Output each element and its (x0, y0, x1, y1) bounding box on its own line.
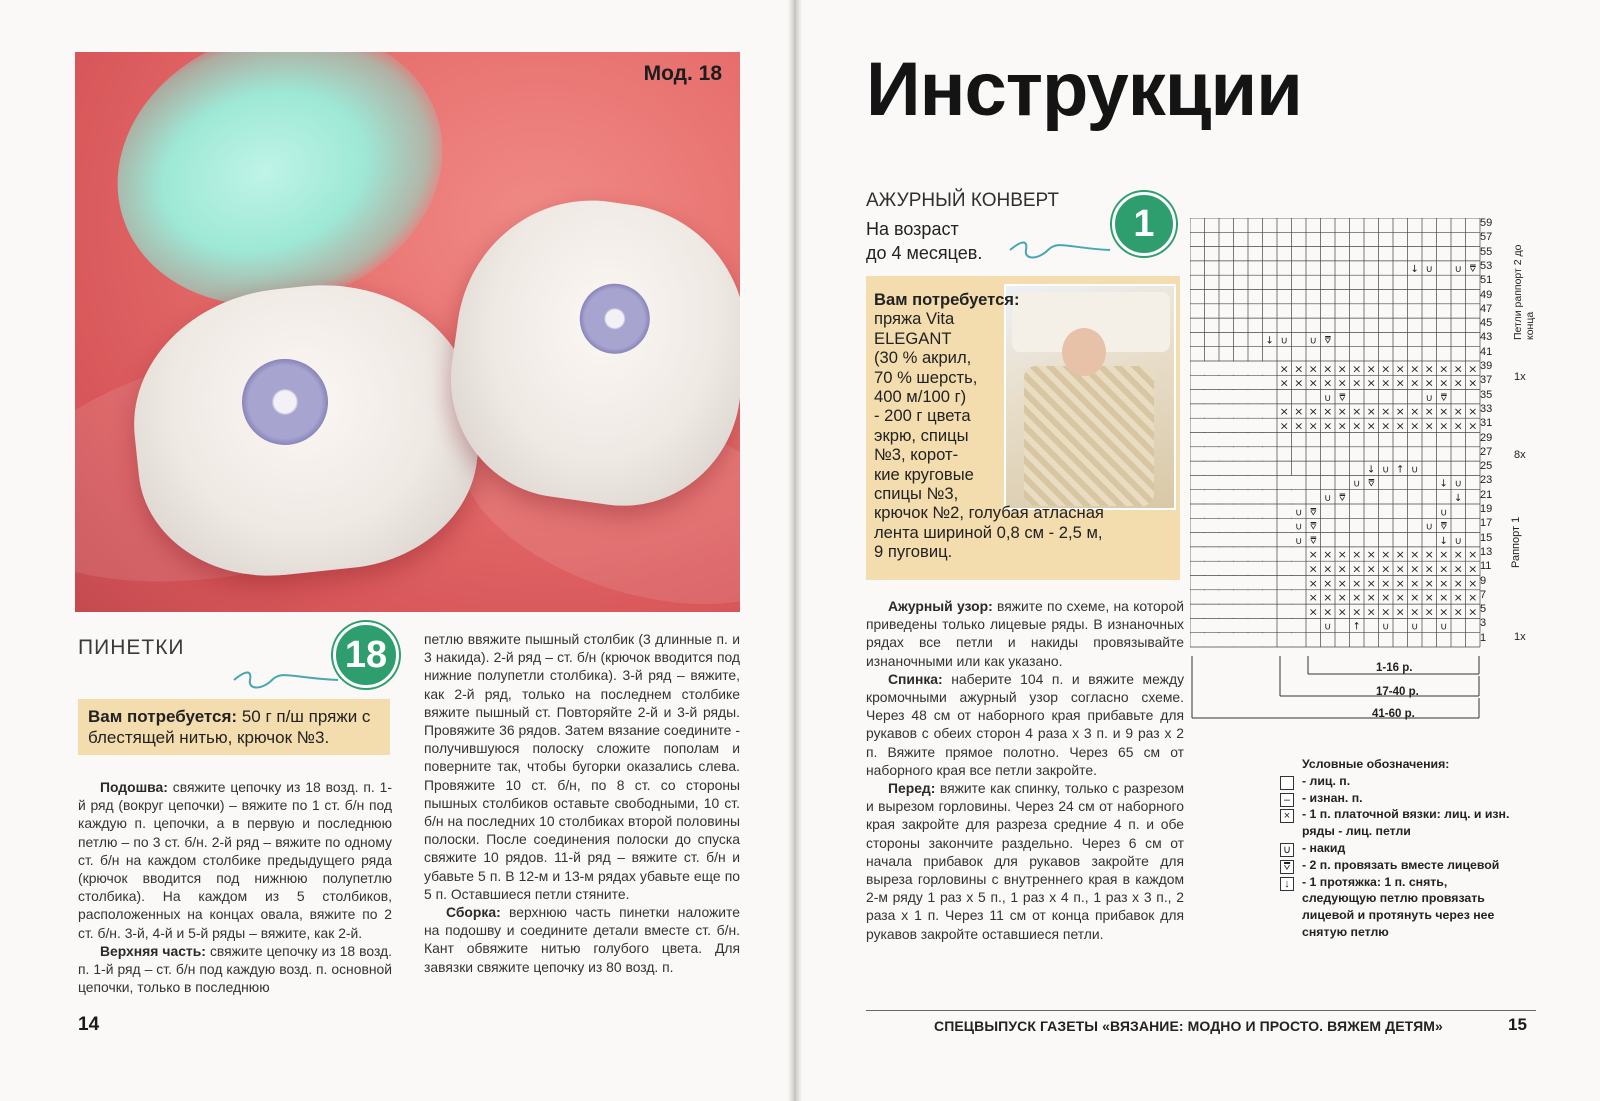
chart-symbol: × (1410, 405, 1420, 419)
legend-item (1280, 773, 1520, 790)
legend-symbol: ∪ (1280, 843, 1294, 857)
chart-symbol: × (1308, 576, 1318, 590)
model-number-badge: 18 (333, 622, 399, 688)
chart-row-number: 57 (1480, 231, 1493, 244)
chart-symbol: ∪ (1295, 521, 1303, 533)
chart-symbol: × (1308, 591, 1318, 605)
chart-symbol: × (1279, 362, 1289, 376)
materials-line: кие круговые (874, 464, 974, 484)
chart-symbol: × (1352, 362, 1362, 376)
instructions-column-2 (424, 630, 740, 976)
age-text (866, 217, 982, 265)
chart-symbol: × (1294, 362, 1304, 376)
chart-symbol: × (1352, 548, 1362, 562)
chart-symbol: × (1395, 548, 1405, 562)
rows-range-label: 41-60 р. (1372, 708, 1415, 720)
chart-symbol: × (1381, 605, 1391, 619)
chart-symbol: × (1308, 605, 1318, 619)
section-title-envelope: АЖУРНЫЙ КОНВЕРТ (866, 190, 1059, 211)
paragraph-text: петлю ввяжите пышный столбик (3 длинные п. и 3 накида). 2-й ряд – ст. б/н (крючок вводится под нижние полупетли столбика). 3-й ряд – вяжите, как 2-й ряд, только на последнем столбике вяжите пышный ст. Повторяйте 2-й и 3-й ряды. Провяжите 36 рядов. Затем вязание соедините - получившуюся полоску сложите пополам и поверните так, чтобы бугорки оказались слева. Провяжите 10 ст. б/н, по 8 ст. со стороны пышных столбиков оставьте свободными, 10 ст. б/н на последних 10 столбиках второй половины полоски. После соединения полоски до спуска свяжите 10 рядов. 11-й ряд – вяжите ст. б/н и убавьте 5 п. В 12-м и 13-м рядах убавьте еще по 5 п. Оставшиеся петли стяните. (424, 631, 740, 902)
chart-symbol: × (1366, 419, 1376, 433)
chart-row-number: 41 (1480, 345, 1493, 358)
page-number-right: 15 (1508, 1015, 1527, 1034)
materials-label: Вам потребуется: (874, 290, 1020, 309)
chart-symbol: ↓ (1410, 264, 1419, 276)
repeat-count-middle: 8x (1514, 449, 1526, 461)
chart-symbol: × (1439, 576, 1449, 590)
chart-symbol: ⩢ (1440, 392, 1447, 404)
chart-symbol: × (1381, 362, 1391, 376)
legend-symbol: ⩢ (1280, 860, 1294, 874)
materials-line: №3, корот- (874, 445, 959, 465)
paragraph (866, 779, 1184, 943)
chart-symbol: × (1395, 376, 1405, 390)
chart-symbol: × (1323, 405, 1333, 419)
chart-row-number: 23 (1480, 474, 1493, 487)
instructions-column-right (866, 597, 1184, 943)
chart-row-number: 55 (1480, 245, 1493, 258)
chart-symbol: × (1366, 576, 1376, 590)
chart-symbol: ⩢ (1310, 521, 1317, 533)
chart-symbol: × (1439, 419, 1449, 433)
model-number-badge: 1 (1112, 192, 1176, 256)
legend-symbol: – (1280, 793, 1294, 807)
range-brackets (1190, 654, 1480, 726)
chart-symbol: × (1337, 405, 1347, 419)
chart-symbol: × (1410, 548, 1420, 562)
chart-row-number: 51 (1480, 274, 1493, 287)
materials-box (866, 276, 1180, 580)
chart-symbol: ∪ (1454, 478, 1462, 490)
chart-symbol: × (1439, 376, 1449, 390)
chart-symbol: × (1323, 548, 1333, 562)
repeat-count-bottom: 1x (1514, 631, 1526, 643)
materials-line: (30 % акрил, (874, 348, 972, 368)
chart-symbol: ∪ (1425, 392, 1433, 404)
materials-line: спицы №3, (874, 484, 959, 504)
chart-row-number: 37 (1480, 374, 1493, 387)
chart-symbol: × (1424, 548, 1434, 562)
chart-row-number: 7 (1480, 588, 1487, 601)
bootie-left (121, 270, 489, 589)
chart-symbol: ∪ (1295, 507, 1303, 519)
chart-symbol: × (1395, 405, 1405, 419)
paragraph-text: вяжите как спинку, только с разрезом и вырезом горловины. Через 24 см от наборного края закройте для разреза средние 4 п. и обе стороны закончите раздельно. Через 6 см от начала прибавок для рукавов закройте для выреза горловины с внутреннего края в каждом 2-м ряду 1 раз х 5 п., 1 раз х 4 п., 1 раз х 3 п., 2 раза х 1 п. Через 11 см от конца прибавок для рукавов закройте оставшиеся петли. (866, 780, 1184, 942)
legend-item (1280, 840, 1520, 857)
chart-symbol: ∪ (1280, 335, 1288, 347)
materials-line: пряжа Vita (874, 309, 955, 329)
chart-row-number: 53 (1480, 259, 1493, 272)
paragraph (424, 630, 740, 903)
chart-symbol: × (1294, 405, 1304, 419)
chart-legend (1280, 756, 1520, 941)
legend-text: - изнан. п. (1302, 790, 1363, 805)
chart-symbol: ∪ (1324, 493, 1332, 504)
chart-row-number: 59 (1480, 217, 1493, 229)
chart-symbol: × (1352, 405, 1362, 419)
chart-symbol: × (1410, 576, 1420, 590)
chart-symbol: × (1352, 576, 1362, 590)
paragraph-text: свяжите цепочку из 18 возд. п. 1-й ряд – ст. б/н под каждую возд. п. основной цепочки, только в последнюю (78, 942, 392, 996)
chart-symbol: ⩢ (1324, 335, 1331, 347)
materials-line: - 200 г цвета (874, 406, 971, 426)
chart-symbol: ∪ (1440, 621, 1448, 633)
chart-symbol: × (1337, 576, 1347, 590)
chart-row-number: 9 (1480, 574, 1487, 587)
chart-symbol: × (1468, 419, 1478, 433)
paragraph-label: Сборка: (446, 904, 501, 921)
chart-symbol: ⩢ (1469, 264, 1476, 276)
chart-row-number: 47 (1480, 302, 1493, 315)
materials-line: ELEGANT (874, 328, 952, 348)
chart-symbol: × (1439, 362, 1449, 376)
chart-symbol: × (1381, 376, 1391, 390)
chart-row-number: 33 (1480, 402, 1493, 415)
chart-symbol: × (1352, 419, 1362, 433)
chart-symbol: × (1366, 376, 1376, 390)
paragraph-text: верхнюю часть пинетки наложите на подошву и соедините детали вместе ст. б/н. Кант обвяжите нитью голубого цвета. Для завязки свяжите цепочку из 80 возд. п. (424, 904, 740, 975)
chart-symbol: × (1279, 419, 1289, 433)
chart-symbol: ∪ (1454, 264, 1462, 276)
legend-symbol: ↓ (1280, 877, 1294, 891)
chart-symbol: × (1395, 576, 1405, 590)
chart-symbol: × (1294, 419, 1304, 433)
chart-symbol: ∪ (1353, 478, 1361, 490)
chart-row-number: 43 (1480, 331, 1493, 344)
chart-symbol: × (1468, 576, 1478, 590)
chart-symbol: × (1468, 548, 1478, 562)
chart-symbol: × (1323, 362, 1333, 376)
legend-item (1280, 874, 1520, 941)
booties-photo (75, 52, 740, 612)
paragraph (866, 597, 1184, 670)
chart-symbol: × (1279, 405, 1289, 419)
chart-symbol: × (1424, 376, 1434, 390)
chart-symbol: ⩢ (1310, 507, 1317, 519)
bootie-flower (238, 355, 333, 450)
materials-line: крючок №2, голубая атласная (874, 503, 1104, 523)
rows-range-label: 1-16 р. (1376, 662, 1413, 674)
chart-row-number: 17 (1480, 517, 1493, 530)
chart-symbol: × (1381, 419, 1391, 433)
chart-row-number: 31 (1480, 417, 1493, 430)
chart-symbol: × (1279, 376, 1289, 390)
rows-range-label: 17-40 р. (1376, 686, 1419, 698)
chart-symbol: × (1468, 362, 1478, 376)
materials-line: лента шириной 0,8 см - 2,5 м, (874, 522, 1103, 542)
chart-row-number: 39 (1480, 360, 1493, 372)
chart-symbol: ↓ (1367, 464, 1376, 476)
materials-box (78, 699, 390, 755)
chart-symbol: × (1453, 591, 1463, 605)
squiggle-decoration (232, 668, 340, 690)
chart-row-number: 13 (1480, 545, 1493, 558)
chart-symbol: × (1424, 419, 1434, 433)
chart-symbol: ⩢ (1440, 521, 1447, 533)
age-line: На возраст (866, 219, 959, 239)
page-title: Инструкции (866, 47, 1302, 132)
paragraph (866, 670, 1184, 779)
chart-symbol: × (1468, 562, 1478, 576)
chart-symbol: × (1308, 376, 1318, 390)
chart-symbol: × (1337, 562, 1347, 576)
chart-row-number: 27 (1480, 445, 1493, 458)
squiggle-decoration (1008, 238, 1112, 260)
chart-symbol: × (1439, 405, 1449, 419)
chart-symbol: ⩢ (1310, 535, 1317, 547)
legend-item (1280, 806, 1520, 840)
chart-symbol: ∪ (1324, 392, 1332, 404)
chart-row-number: 11 (1480, 560, 1492, 573)
repeat-count-top: 1x (1514, 371, 1526, 383)
chart-symbol: × (1337, 548, 1347, 562)
chart-symbol: × (1337, 376, 1347, 390)
chart-symbol: × (1395, 362, 1405, 376)
chart-symbol: × (1424, 405, 1434, 419)
chart-symbol: × (1308, 548, 1318, 562)
materials-line: 400 м/100 г) (874, 387, 967, 407)
chart-symbol: ∪ (1411, 464, 1419, 476)
chart-symbol: × (1352, 376, 1362, 390)
paragraph-label: Ажурный узор: (888, 598, 993, 614)
instructions-column-1 (78, 778, 392, 996)
chart-symbol: × (1337, 362, 1347, 376)
chart-symbol: × (1323, 419, 1333, 433)
chart-symbol: × (1337, 419, 1347, 433)
chart-symbol: × (1453, 548, 1463, 562)
paragraph (78, 778, 392, 942)
chart-symbol: × (1308, 419, 1318, 433)
chart-symbol: × (1453, 405, 1463, 419)
chart-symbol: × (1352, 562, 1362, 576)
chart-row-number: 45 (1480, 317, 1493, 330)
materials-line: экрю, спицы (874, 425, 969, 445)
chart-symbol: × (1323, 562, 1333, 576)
chart-symbol: × (1424, 576, 1434, 590)
model-label: Мод. 18 (643, 62, 722, 85)
chart-symbol: × (1308, 362, 1318, 376)
chart-symbol: × (1468, 605, 1478, 619)
chart-symbol: × (1453, 376, 1463, 390)
legend-text: - накид (1302, 840, 1346, 855)
materials-text (874, 290, 1174, 562)
chart-row-number: 19 (1480, 503, 1493, 515)
paragraph-label: Спинка: (888, 670, 943, 687)
materials-text: 50 г п/ш пряжи с блестящей нитью, крючок №3. (88, 707, 371, 747)
paragraph (78, 942, 392, 997)
page-number-left: 14 (78, 1014, 100, 1035)
chart-symbol: × (1424, 591, 1434, 605)
page-gutter (788, 0, 802, 1101)
chart-symbol: ∪ (1425, 521, 1433, 533)
chart-symbol: ↓ (1265, 335, 1274, 347)
legend-title: Условные обозначения: (1302, 757, 1450, 771)
chart-symbol: ∪ (1440, 507, 1448, 519)
chart-symbol: × (1352, 591, 1362, 605)
chart-symbol: × (1366, 591, 1376, 605)
paragraph-text: вяжите по схеме, на которой приведены только лицевые ряды. В изнаночных рядах все петли и накиды провязывайте изнаночными или как указано. (866, 598, 1184, 669)
chart-symbol: × (1424, 362, 1434, 376)
materials-line: 9 пуговиц. (874, 542, 953, 562)
chart-symbol: ↓ (1439, 535, 1448, 547)
chart-symbol: × (1424, 605, 1434, 619)
paragraph-text: свяжите цепочку из 18 возд. п. 1-й ряд (вокруг цепочки) – вяжите по 1 ст. б/н под каждую п. цепочки, а в первую и последнюю петлю – по 3 ст. б/н. 2-й ряд – вяжите по одному ст. б/н на каждом столбике предыдущего ряда (крючок вводится под нижнюю полупетлю столбика). На каждом из 5 столбиков, расположенных на концах овала, вяжите по 2 ст. б/н. 3-й, 4-й и 5-й ряды – вяжите, как 2-й. (78, 779, 393, 941)
footer-text: СПЕЦВЫПУСК ГАЗЕТЫ «ВЯЗАНИЕ: МОДНО И ПРОСТО. ВЯЖЕМ ДЕТЯМ» (934, 1018, 1443, 1034)
chart-symbol: × (1381, 576, 1391, 590)
paragraph-label: Перед: (888, 780, 936, 797)
chart-symbol: ∪ (1425, 264, 1433, 276)
chart-symbol: × (1439, 591, 1449, 605)
chart-symbol: × (1366, 562, 1376, 576)
legend-text: - 2 п. провязать вместе лицевой (1302, 857, 1500, 872)
chart-row-number: 25 (1480, 460, 1493, 473)
legend-text: - 1 п. платочной вязки: лиц. и изн. ряды - лиц. петли (1302, 807, 1510, 839)
chart-symbol: × (1308, 562, 1318, 576)
chart-symbol: × (1453, 605, 1463, 619)
chart-symbol: × (1395, 591, 1405, 605)
chart-symbol: × (1366, 605, 1376, 619)
repeat2-label: Петли раппорт 2 до конца (1512, 244, 1536, 340)
chart-symbol: ∪ (1309, 335, 1317, 347)
chart-symbol: × (1323, 576, 1333, 590)
chart-symbol: ∪ (1382, 621, 1390, 633)
chart-symbol: ∪ (1411, 621, 1419, 633)
chart-symbol: × (1424, 562, 1434, 576)
chart-symbol: × (1381, 548, 1391, 562)
chart-symbol: × (1453, 362, 1463, 376)
chart-symbol: × (1439, 548, 1449, 562)
chart-symbol: × (1366, 405, 1376, 419)
chart-symbol: × (1410, 419, 1420, 433)
chart-row-number: 1 (1480, 631, 1487, 644)
repeat1-label: Раппорт 1 (1510, 516, 1522, 568)
knitting-chart (1190, 218, 1482, 718)
chart-symbol: × (1395, 605, 1405, 619)
chart-symbol: × (1323, 376, 1333, 390)
chart-symbol: ↓ (1439, 478, 1448, 490)
legend-symbol: × (1280, 809, 1294, 823)
chart-symbol: ⩢ (1368, 478, 1375, 490)
chart-symbol: × (1439, 562, 1449, 576)
chart-symbol: ⩢ (1339, 493, 1346, 504)
chart-symbol: ↑ (1396, 464, 1405, 476)
bootie-flower (575, 279, 654, 358)
chart-row-number: 3 (1480, 617, 1487, 630)
chart-symbol: × (1453, 576, 1463, 590)
chart-symbol: × (1308, 405, 1318, 419)
chart-symbol: ∪ (1382, 464, 1390, 476)
chart-symbol: × (1366, 362, 1376, 376)
chart-symbol: × (1410, 376, 1420, 390)
paragraph-label: Верхняя часть: (100, 942, 206, 959)
chart-symbol: × (1294, 376, 1304, 390)
legend-text: - лиц. п. (1302, 773, 1351, 788)
age-line: до 4 месяцев. (866, 243, 983, 263)
footer-rule (866, 1010, 1536, 1011)
paragraph-label: Подошва: (100, 779, 168, 795)
chart-symbol: × (1410, 591, 1420, 605)
section-title-booties: ПИНЕТКИ (78, 636, 185, 659)
paragraph-text: наберите 104 п. и вяжите между кромочными ажурный узор согласно схеме. Через 48 см от наборного края прибавьте для рукавов с обеих сторон 4 раза х 3 п. и 9 раз х 2 п. Вяжите прямое полотно. Через 65 см от наборного края все петли закройте. (866, 670, 1185, 778)
materials-line: 70 % шерсть, (874, 367, 978, 387)
materials-label: Вам потребуется: (88, 707, 238, 726)
chart-row-number: 21 (1480, 488, 1493, 501)
chart-symbol: × (1323, 591, 1333, 605)
chart-symbol: × (1381, 591, 1391, 605)
legend-item (1280, 790, 1520, 807)
chart-symbol: × (1468, 376, 1478, 390)
chart-symbol: × (1337, 591, 1347, 605)
chart-symbol: × (1381, 562, 1391, 576)
chart-symbol: × (1395, 562, 1405, 576)
chart-symbol: ∪ (1324, 621, 1332, 633)
legend-item (1280, 857, 1520, 874)
chart-symbol: × (1468, 591, 1478, 605)
chart-symbol: × (1352, 605, 1362, 619)
chart-symbol: × (1453, 419, 1463, 433)
chart-symbol: ∪ (1454, 535, 1462, 547)
chart-symbol: ↓ (1454, 493, 1463, 504)
chart-symbol: × (1410, 362, 1420, 376)
chart-symbol: × (1366, 548, 1376, 562)
chart-row-number: 29 (1480, 431, 1493, 444)
chart-symbol: × (1395, 419, 1405, 433)
chart-symbol: ⩢ (1339, 392, 1346, 404)
chart-row-number: 5 (1480, 603, 1487, 616)
chart-symbol: ↑ (1352, 621, 1361, 633)
paragraph (424, 903, 740, 976)
chart-symbol: × (1381, 405, 1391, 419)
chart-row-number: 15 (1480, 531, 1493, 544)
legend-symbol (1280, 776, 1294, 790)
chart-symbol: × (1439, 605, 1449, 619)
chart-symbol: × (1337, 605, 1347, 619)
chart-symbol: ∪ (1295, 535, 1303, 547)
legend-text: - 1 протяжка: 1 п. снять, следующую петлю провязать лицевой и протянуть через нее снятую петлю (1302, 874, 1495, 939)
chart-symbol: × (1323, 605, 1333, 619)
chart-symbol: × (1410, 605, 1420, 619)
chart-symbol: × (1468, 405, 1478, 419)
chart-symbol: × (1410, 562, 1420, 576)
chart-row-number: 35 (1480, 388, 1493, 401)
chart-row-number: 49 (1480, 288, 1493, 301)
chart-symbol: × (1453, 562, 1463, 576)
